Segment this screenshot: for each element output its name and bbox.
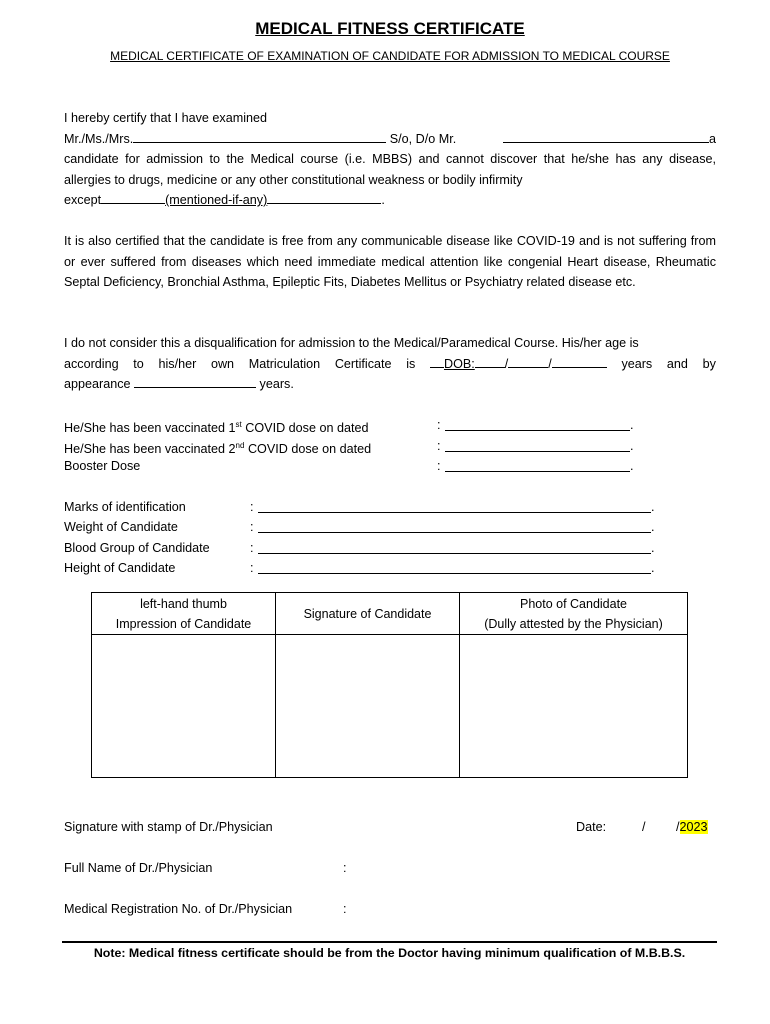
- father-name-blank[interactable]: [503, 130, 709, 143]
- word-years: years: [621, 356, 653, 371]
- candidate-name-blank[interactable]: [133, 130, 386, 143]
- blood-group-blank[interactable]: [258, 541, 651, 554]
- vaccine-dose-1-colon: :: [437, 418, 441, 432]
- thumb-header-line-1: left-hand thumb: [140, 596, 227, 611]
- weight-row: [64, 517, 716, 537]
- photo-header-line-1: Photo of Candidate: [519, 596, 628, 611]
- marks-of-identification-row: [64, 497, 716, 517]
- blood-group-label: Blood Group of Candidate: [64, 541, 210, 555]
- photo-box[interactable]: [460, 635, 688, 778]
- age-paragraph: [64, 333, 716, 395]
- marks-dot: .: [651, 500, 655, 514]
- candidate-name-line: [64, 129, 716, 150]
- word-by: by: [702, 356, 716, 371]
- signature-photo-table: [91, 592, 688, 778]
- disqualification-line: I do not consider this a disqualification for admission to the Medical/Paramedical Course. His/her age is: [64, 336, 639, 350]
- thumb-impression-header: [92, 593, 276, 635]
- date-label: Date:: [576, 820, 607, 834]
- word-and: and: [666, 356, 688, 371]
- word-according: according: [64, 356, 119, 371]
- article-a: a: [708, 131, 716, 146]
- certification-paragraph: [64, 108, 716, 211]
- registration-colon[interactable]: :: [343, 902, 347, 916]
- except-label: except: [64, 193, 102, 207]
- except-line: [64, 190, 716, 211]
- dob-day-blank: [475, 355, 505, 368]
- vaccine-dose-2-colon: :: [437, 439, 441, 453]
- except-period: .: [381, 193, 385, 207]
- years-label: years.: [259, 377, 294, 391]
- certify-line: I hereby certify that I have examined: [64, 111, 268, 125]
- height-dot: .: [651, 561, 655, 575]
- vaccine-dose-1-row: [64, 415, 716, 435]
- physician-signature-label: Signature with stamp of Dr./Physician: [64, 820, 273, 834]
- salutation-label: Mr./Ms./Mrs.: [64, 131, 134, 146]
- height-label: Height of Candidate: [64, 561, 176, 575]
- booster-dose-colon: :: [437, 459, 441, 473]
- communicable-disease-paragraph: It is also certified that the candidate is free from any communicable disease like COVID-19 and is not suffering from or ever suffered from diseases which need immediate medical attention like congenial Heart disease, Rheumatic Septal Deficiency, Bronchial Asthma, Epileptic Fits, Diabetes Mellitus or Psychiatry related disease etc.: [64, 234, 716, 289]
- weight-colon: :: [250, 520, 254, 534]
- mentioned-if-any-label: (mentioned-if-any): [165, 193, 268, 207]
- vaccine-dose-1-label: He/She has been vaccinated 1st COVID dose on dated: [64, 420, 369, 435]
- photo-header-line-2: (Dully attested by the Physician): [484, 616, 663, 631]
- thumb-header-line-2: Impression of Candidate: [115, 616, 252, 631]
- word-certificate: Certificate: [334, 356, 392, 371]
- certificate-title: MEDICAL FITNESS CERTIFICATE: [255, 19, 525, 38]
- word-to: to: [133, 356, 144, 371]
- photo-header: [460, 593, 688, 635]
- thumb-impression-box[interactable]: [92, 635, 276, 778]
- date-slash-1: /: [642, 820, 646, 834]
- except-blank-left[interactable]: [101, 191, 165, 204]
- vaccine-dose-1-date-blank[interactable]: [445, 418, 630, 431]
- weight-label: Weight of Candidate: [64, 520, 178, 534]
- relation-label: S/o, D/o Mr.: [389, 131, 457, 146]
- certificate-subtitle: MEDICAL CERTIFICATE OF EXAMINATION OF CANDIDATE FOR ADMISSION TO MEDICAL COURSE: [110, 49, 670, 63]
- vaccine-dose-2-row: [64, 436, 716, 456]
- dob-label: DOB:: [443, 356, 475, 371]
- medical-registration-label: Medical Registration No. of Dr./Physician: [64, 902, 293, 916]
- physician-full-name-label: Full Name of Dr./Physician: [64, 861, 213, 875]
- marks-of-identification-label: Marks of identification: [64, 500, 186, 514]
- date-year: 2023: [679, 820, 708, 834]
- weight-dot: .: [651, 520, 655, 534]
- booster-dose-date-blank[interactable]: [445, 459, 630, 472]
- table-header-row: [92, 593, 688, 635]
- dob-year-blank: [552, 355, 607, 368]
- table-body-row: [92, 635, 688, 778]
- dob-slash-1: /: [504, 356, 509, 371]
- qualification-note: Note: Medical fitness certificate should be from the Doctor having minimum qualification of M.B.B.S.: [62, 941, 717, 960]
- date-slash-2: /: [676, 820, 680, 834]
- marks-colon: :: [250, 500, 254, 514]
- blood-group-dot: .: [651, 541, 655, 555]
- candidate-signature-header: Signature of Candidate: [276, 593, 460, 635]
- certification-text: candidate for admission to the Medical course (i.e. MBBS) and cannot discover that he/she has any disease, allergies to drugs, medicine or any other constitutional weakness or bodily infirmity: [64, 152, 716, 187]
- dob-line: [64, 354, 716, 375]
- word-his-her: his/her: [158, 356, 197, 371]
- except-blank-right[interactable]: [267, 191, 381, 204]
- blood-group-row: [64, 538, 716, 558]
- vaccine-dose-2-dot: .: [630, 439, 634, 453]
- vaccine-dose-2-label: He/She has been vaccinated 2nd COVID dose on dated: [64, 441, 372, 456]
- full-name-colon[interactable]: :: [343, 861, 347, 875]
- dob-slash-2: /: [548, 356, 552, 371]
- date-field[interactable]: [676, 820, 708, 834]
- vaccine-dose-2-date-blank[interactable]: [445, 439, 630, 452]
- marks-of-identification-blank[interactable]: [258, 500, 651, 513]
- word-is: is: [406, 356, 416, 371]
- weight-blank[interactable]: [258, 520, 651, 533]
- dob-month-blank: [508, 355, 548, 368]
- appearance-age-blank[interactable]: [134, 375, 256, 388]
- word-own: own: [210, 356, 235, 371]
- dob-lead-blank: [430, 355, 444, 368]
- height-row: [64, 558, 716, 578]
- vaccine-dose-1-dot: .: [630, 418, 634, 432]
- height-blank[interactable]: [258, 561, 651, 574]
- booster-dose-dot: .: [630, 459, 634, 473]
- height-colon: :: [250, 561, 254, 575]
- blood-group-colon: :: [250, 541, 254, 555]
- appearance-line: [64, 374, 716, 395]
- dob-field[interactable]: [430, 354, 607, 375]
- booster-dose-label: Booster Dose: [64, 459, 141, 473]
- booster-dose-row: [64, 456, 716, 476]
- appearance-label: appearance: [64, 377, 131, 391]
- candidate-signature-box[interactable]: [276, 635, 460, 778]
- word-matriculation: Matriculation: [248, 356, 321, 371]
